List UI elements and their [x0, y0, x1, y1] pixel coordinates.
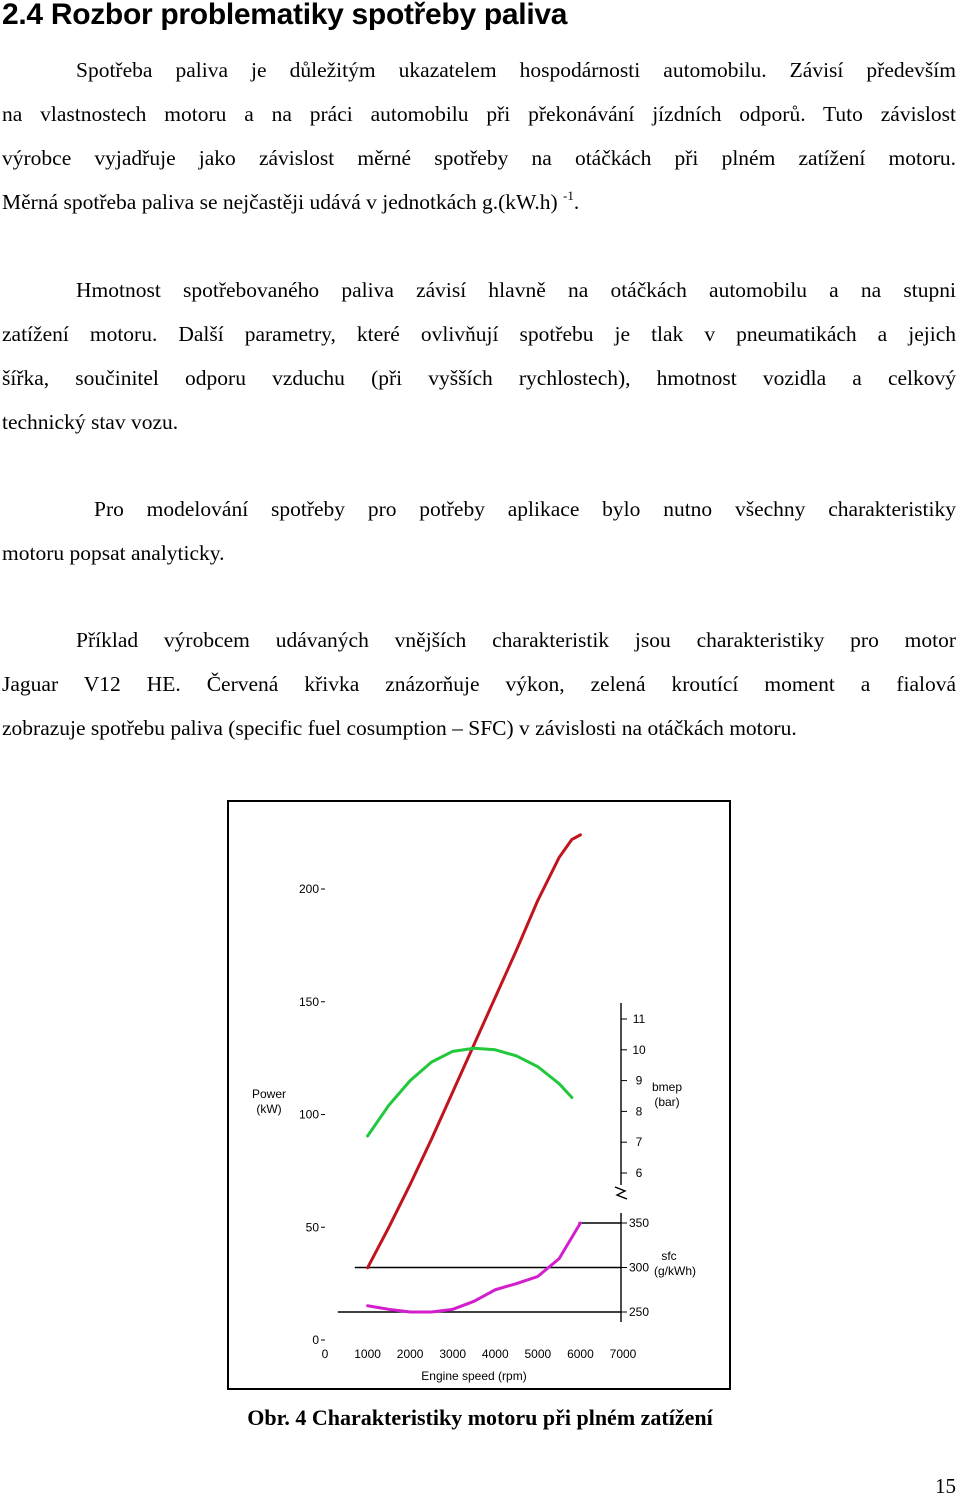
power-curve — [368, 835, 581, 1268]
bmep-tick-label: 8 — [635, 1104, 643, 1119]
text-line: na vlastnostech motoru a na práci automobilu při překonávání jízdních odporů. Tuto závislost — [2, 102, 956, 126]
section-heading: 2.4 Rozbor problematiky spotřeby paliva — [2, 0, 568, 31]
text-line — [2, 180, 956, 224]
text-line-tail: . — [573, 190, 580, 214]
superscript: -1 — [563, 188, 574, 203]
text-line-main: Měrná spotřeba paliva se nejčastěji udává v jednotkách g.(kW.h) — [2, 190, 558, 214]
bmep-tick-label: 11 — [632, 1012, 646, 1026]
sfc-axis-unit: (g/kWh) — [654, 1264, 696, 1278]
text-line: Příklad výrobcem udávaných vnějších charakteristik jsou charakteristiky pro motor — [76, 628, 956, 652]
power-tick-label: 150 — [298, 994, 319, 1009]
text-line: technický stav vozu. — [2, 410, 179, 434]
bmep-curve — [368, 1048, 572, 1136]
page-number: 15 — [935, 1474, 956, 1498]
text-line: Pro modelování spotřeby pro potřeby aplikace bylo nutno všechny charakteristiky — [94, 497, 956, 521]
power-tick-label: 100 — [298, 1107, 319, 1122]
bmep-axis-unit: (bar) — [654, 1095, 680, 1109]
engine-chart — [229, 802, 729, 1388]
rpm-tick-label: 5000 — [524, 1347, 552, 1361]
bmep-tick-label: 7 — [635, 1135, 643, 1150]
paragraph-1 — [2, 48, 956, 224]
axis-break-mark — [615, 1187, 627, 1199]
sfc-tick-label: 350 — [628, 1216, 650, 1230]
paragraph-2 — [2, 268, 956, 444]
paragraph-4 — [2, 618, 956, 750]
text-line: Hmotnost spotřebovaného paliva závisí hlavně na otáčkách automobilu a na stupni — [76, 278, 956, 302]
text-line: zatížení motoru. Další parametry, které ovlivňují spotřebu je tlak v pneumatikách a jejich — [2, 322, 956, 346]
text-line: motoru popsat analyticky. — [2, 541, 225, 565]
rpm-tick-label: 1000 — [354, 1347, 381, 1361]
rpm-tick-label: 2000 — [396, 1347, 424, 1361]
power-tick-label: 0 — [312, 1333, 319, 1347]
power-axis-unit: (kW) — [256, 1102, 282, 1116]
text-line: zobrazuje spotřebu paliva (specific fuel cosumption – SFC) v závislosti na otáčkách motoru. — [2, 716, 797, 740]
engine-characteristics-figure — [227, 800, 731, 1390]
rpm-tick-label: 0 — [321, 1347, 329, 1361]
rpm-tick-label: 7000 — [609, 1347, 637, 1361]
paragraph-3 — [2, 487, 956, 575]
sfc-tick-label: 250 — [628, 1305, 650, 1319]
text-line: Jaguar V12 HE. Červená křivka znázorňuje výkon, zelená kroutící moment a fialová — [2, 672, 956, 696]
rpm-tick-label: 3000 — [439, 1347, 467, 1361]
power-tick-label: 200 — [298, 882, 319, 896]
sfc-axis-label: sfc — [661, 1249, 677, 1263]
bmep-tick-label: 9 — [635, 1073, 643, 1088]
text-line: šířka, součinitel odporu vzduchu (při vyšších rychlostech), hmotnost vozidla a celkový — [2, 366, 956, 390]
bmep-axis-label: bmep — [651, 1080, 683, 1094]
bmep-tick-label: 6 — [635, 1166, 643, 1180]
sfc-tick-label: 300 — [628, 1260, 650, 1275]
figure-caption: Obr. 4 Charakteristiky motoru při plném zatížení — [247, 1405, 713, 1430]
power-axis-label: Power — [251, 1087, 287, 1101]
text-line: výrobce vyjadřuje jako závislost měrné spotřeby na otáčkách při plném zatížení motoru. — [2, 146, 956, 170]
rpm-tick-label: 4000 — [481, 1347, 509, 1361]
bmep-tick-label: 10 — [632, 1042, 646, 1057]
rpm-tick-label: 6000 — [567, 1347, 594, 1361]
power-tick-label: 50 — [305, 1220, 319, 1235]
text-line: Spotřeba paliva je důležitým ukazatelem hospodárnosti automobilu. Závisí především — [76, 58, 956, 82]
x-axis-label: Engine speed (rpm) — [421, 1369, 527, 1383]
